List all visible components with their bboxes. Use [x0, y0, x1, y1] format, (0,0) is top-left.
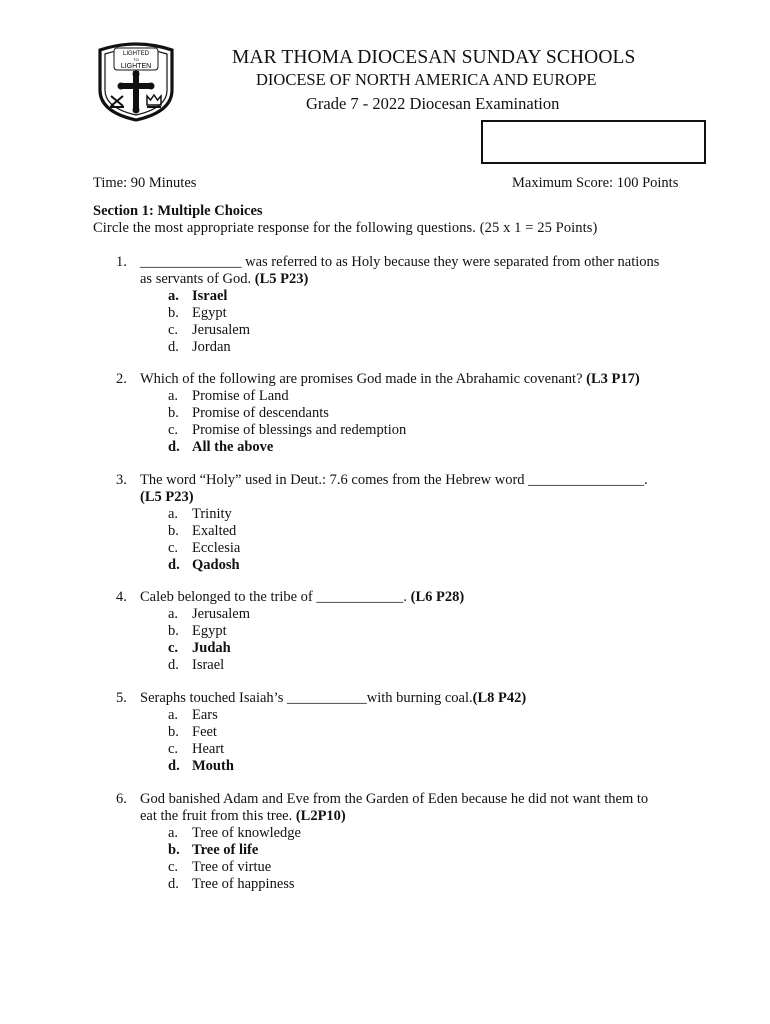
option-text: Tree of knowledge: [192, 825, 301, 841]
option-letter: a.: [168, 288, 179, 304]
option-letter: c.: [168, 422, 179, 438]
question-text-line: [140, 371, 640, 388]
option-text: All the above: [192, 439, 274, 455]
logo-text-top: LIGHTED: [122, 51, 150, 57]
question-reference: (L5 P23): [254, 271, 309, 287]
question-text: Seraphs touched Isaiah’s ___________with burning coal.: [140, 690, 473, 706]
option-text: Ecclesia: [192, 540, 241, 556]
exam-title: Grade 7 - 2022 Diocesan Examination: [306, 94, 560, 113]
logo-text-mid: TO: [133, 57, 139, 62]
question-text: Which of the following are promises God made in the Abrahamic covenant?: [140, 371, 583, 387]
option-letter: c.: [168, 322, 179, 338]
option-text: Feet: [192, 724, 217, 740]
question-reference: (L3 P17): [586, 371, 640, 387]
question-number: 4.: [116, 589, 127, 605]
logo-text-bottom: LIGHTEN: [120, 63, 152, 70]
school-title: MAR THOMA DIOCESAN SUNDAY SCHOOLS: [232, 47, 636, 68]
diocese-subtitle: DIOCESE OF NORTH AMERICA AND EUROPE: [256, 70, 597, 89]
question-reference: (L2P10): [295, 808, 346, 824]
option-text: Ears: [192, 707, 218, 723]
option-letter: a.: [168, 707, 179, 723]
question-number: 1.: [116, 254, 127, 270]
question-number: 5.: [116, 690, 127, 706]
option-text: Tree of life: [192, 842, 259, 858]
question-text: Caleb belonged to the tribe of ____________.: [140, 589, 407, 605]
option-text: Exalted: [192, 523, 237, 539]
question-text: God banished Adam and Eve from the Garden of Eden because he did not want them to: [140, 791, 649, 807]
option-letter: a.: [168, 825, 179, 841]
question-reference: (L8 P42): [472, 690, 527, 706]
question-text-cont: as servants of God.: [140, 271, 252, 287]
sunday-school-logo-shield: [92, 40, 180, 122]
option-letter: b.: [168, 842, 180, 858]
option-letter: c.: [168, 741, 179, 757]
question-text-line-2: [140, 271, 308, 288]
option-text: Israel: [192, 657, 225, 673]
option-text: Judah: [192, 640, 231, 656]
option-letter: b.: [168, 623, 179, 639]
option-text: Promise of blessings and redemption: [192, 422, 407, 438]
option-text: Tree of virtue: [192, 859, 272, 875]
section-title: Section 1: Multiple Choices: [93, 203, 263, 219]
option-letter: a.: [168, 388, 179, 404]
option-text: Promise of Land: [192, 388, 289, 404]
option-text: Jerusalem: [192, 322, 250, 338]
option-letter: d.: [168, 758, 180, 774]
option-letter: d.: [168, 339, 179, 355]
option-letter: a.: [168, 606, 179, 622]
maximum-score: Maximum Score: 100 Points: [512, 175, 679, 191]
option-text: Egypt: [192, 623, 227, 639]
option-letter: d.: [168, 657, 179, 673]
option-letter: c.: [168, 640, 179, 656]
option-text: Heart: [192, 741, 225, 757]
option-letter: d.: [168, 557, 180, 573]
question-reference-line: [140, 489, 194, 506]
question-text: The word “Holy” used in Deut.: 7.6 comes from the Hebrew word ________________.: [140, 472, 648, 488]
question-text-line-2: [140, 808, 346, 825]
option-letter: b.: [168, 724, 179, 740]
option-letter: c.: [168, 859, 179, 875]
option-text: Jerusalem: [192, 606, 250, 622]
option-text: Promise of descendants: [192, 405, 329, 421]
question-text: ______________ was referred to as Holy because they were separated from other nations: [140, 254, 660, 270]
option-letter: b.: [168, 523, 179, 539]
option-text: Tree of happiness: [192, 876, 295, 892]
question-text-line: [140, 589, 464, 606]
option-letter: d.: [168, 439, 180, 455]
question-reference: (L5 P23): [140, 489, 194, 505]
section-instructions: Circle the most appropriate response for the following questions. (25 x 1 = 25 Points): [93, 220, 598, 236]
option-text: Qadosh: [192, 557, 240, 573]
option-text: Trinity: [192, 506, 232, 522]
option-letter: b.: [168, 305, 179, 321]
option-letter: a.: [168, 506, 179, 522]
time-limit: Time: 90 Minutes: [93, 175, 197, 191]
question-number: 6.: [116, 791, 127, 807]
student-id-box[interactable]: [481, 120, 706, 164]
question-reference: (L6 P28): [410, 589, 465, 605]
option-text: Egypt: [192, 305, 227, 321]
option-letter: c.: [168, 540, 179, 556]
option-letter: b.: [168, 405, 179, 421]
option-text: Mouth: [192, 758, 234, 774]
option-text: Jordan: [192, 339, 231, 355]
question-number: 2.: [116, 371, 127, 387]
question-text-line: [140, 690, 526, 707]
question-number: 3.: [116, 472, 127, 488]
option-letter: d.: [168, 876, 179, 892]
option-text: Israel: [192, 288, 228, 304]
question-text-cont: eat the fruit from this tree.: [140, 808, 293, 824]
